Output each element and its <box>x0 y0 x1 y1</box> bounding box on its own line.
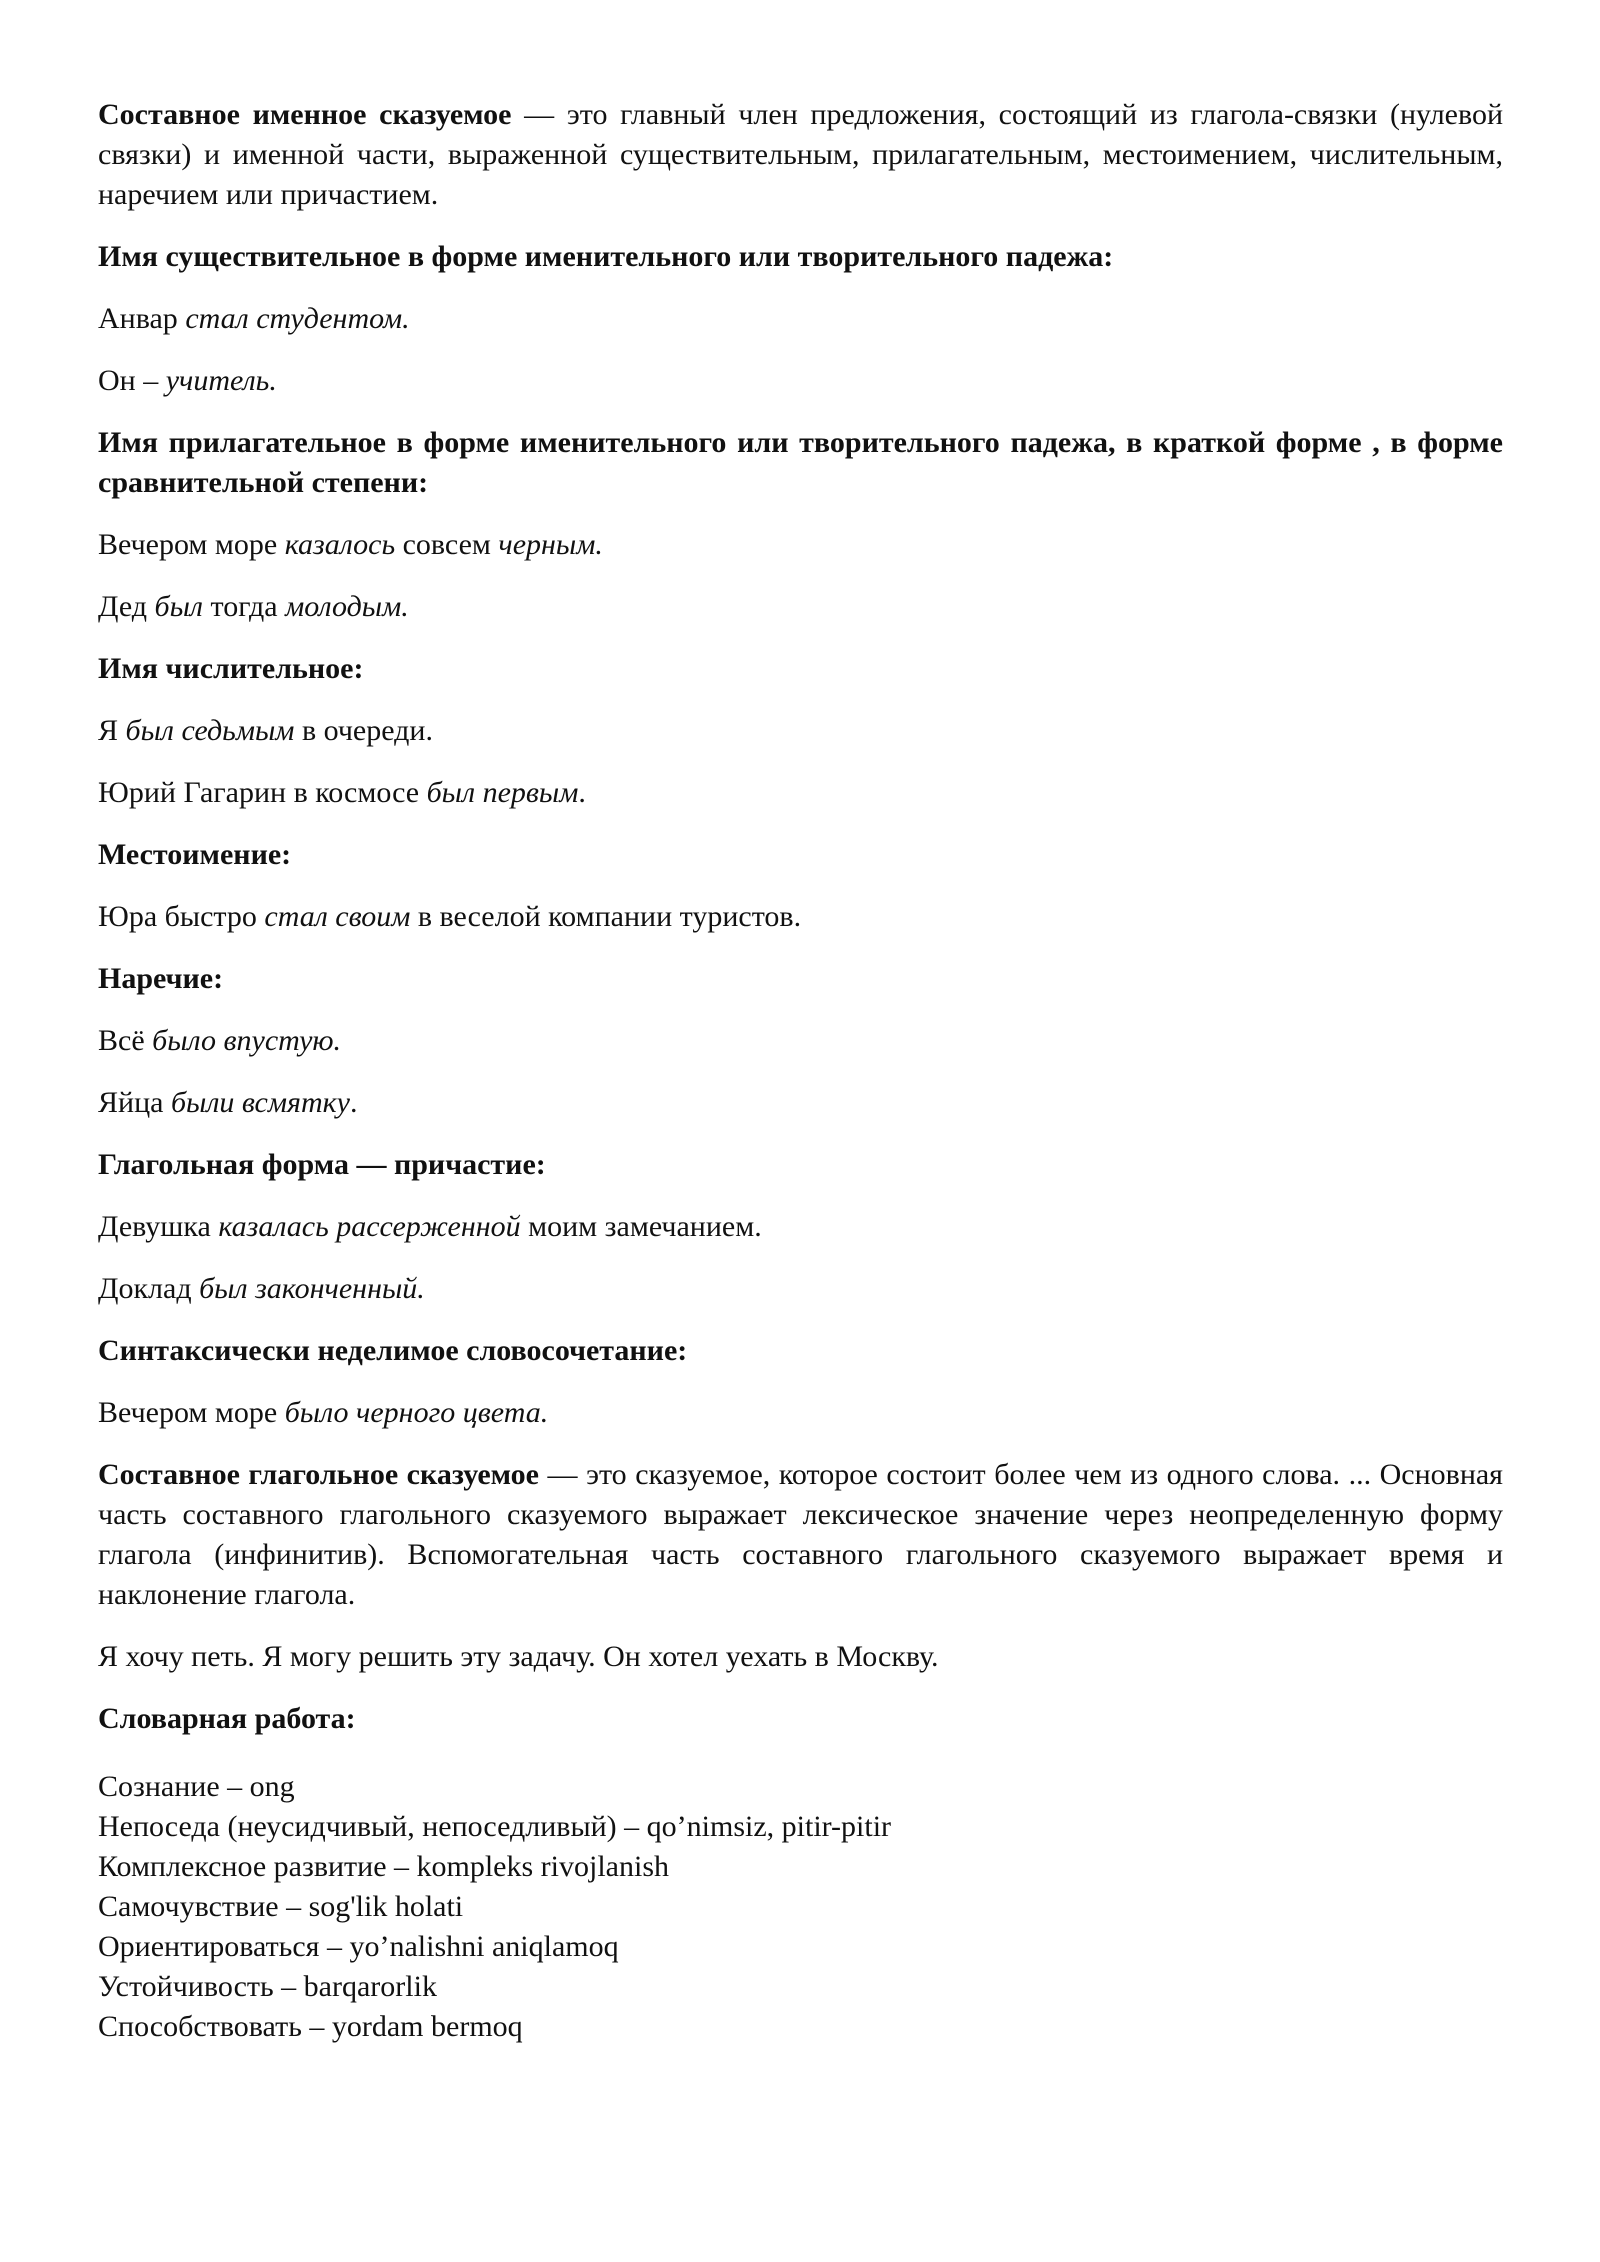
sentence-fragment: . <box>349 1086 358 1119</box>
sentence-fragment: Дед <box>98 590 155 623</box>
vocabulary-item: Ориентироваться – yo’nalishni aniqlamoq <box>98 1930 619 1963</box>
predicate-fragment: казалось <box>284 528 396 561</box>
sentence-fragment: Юрий Гагарин в космосе <box>98 776 427 809</box>
intro-text: — это главный член предложения, состоящий из глагола-связки (нулевой связки) и именной части, выраженной существительным, прилагательным, местоимением, числительным, наречием или причастием. <box>98 98 1504 211</box>
example-sentence <box>98 1207 1503 1247</box>
verbal-example: Я хочу петь. Я могу решить эту задачу. Он хотел уехать в Москву. <box>98 1640 939 1673</box>
example-sentence <box>98 1021 1503 1061</box>
example-sentence <box>98 587 1503 627</box>
vocabulary-item: Самочувствие – sog'lik holati <box>98 1890 464 1923</box>
section-heading: Синтаксически неделимое словосочетание: <box>98 1334 688 1367</box>
intro-paragraph <box>98 95 1503 215</box>
sentence-fragment: Всё <box>98 1024 153 1057</box>
example-sentence <box>98 1083 1503 1123</box>
example-sentence <box>98 897 1503 937</box>
example-sentence <box>98 1269 1503 1309</box>
sections-container <box>98 237 1503 1433</box>
predicate-fragment: было впустую. <box>152 1024 342 1057</box>
sentence-fragment: . <box>578 776 586 809</box>
document-page <box>98 95 1503 2047</box>
sentence-fragment: Анвар <box>98 302 186 335</box>
sentence-fragment: Я <box>98 714 126 747</box>
predicate-fragment: казалась рассерженной <box>218 1210 521 1243</box>
vocabulary-list <box>98 1767 1503 2047</box>
sentence-fragment: совсем <box>395 528 499 561</box>
sentence-fragment: в веселой компании туристов. <box>410 900 802 933</box>
example-sentence <box>98 1393 1503 1433</box>
sentence-fragment: Он – <box>98 364 166 397</box>
example-sentence <box>98 299 1503 339</box>
predicate-fragment: был <box>154 590 204 623</box>
sentence-fragment: Вечером море <box>98 1396 285 1429</box>
example-sentence <box>98 361 1503 401</box>
section-heading: Глагольная форма — причастие: <box>98 1148 546 1181</box>
vocabulary-item: Комплексное развитие – kompleks rivojlanish <box>98 1850 669 1883</box>
predicate-fragment: учитель. <box>165 364 277 397</box>
predicate-fragment: был седьмым <box>125 714 295 747</box>
predicate-fragment: был первым <box>426 776 579 809</box>
section-heading: Местоимение: <box>98 838 292 871</box>
predicate-fragment: стал своим <box>264 900 411 933</box>
verbal-term: Составное глагольное сказуемое <box>98 1458 539 1491</box>
sentence-fragment: Доклад <box>98 1272 200 1305</box>
section-heading: Имя существительное в форме именительного или творительного падежа: <box>98 240 1114 273</box>
predicate-fragment: молодым. <box>285 590 409 623</box>
sentence-fragment: в очереди. <box>294 714 433 747</box>
section-heading: Имя прилагательное в форме именительного или творительного падежа, в краткой форме , в форме сравнительной степени: <box>98 426 1503 499</box>
example-sentence <box>98 525 1503 565</box>
example-sentence <box>98 773 1503 813</box>
predicate-fragment: были всмятку <box>170 1086 350 1119</box>
predicate-fragment: было черного цвета. <box>284 1396 549 1429</box>
section-heading: Наречие: <box>98 962 224 995</box>
sentence-fragment: Вечером море <box>98 528 285 561</box>
section-heading: Имя числительное: <box>98 652 364 685</box>
sentence-fragment: моим замечанием. <box>520 1210 762 1243</box>
example-sentence <box>98 711 1503 751</box>
sentence-fragment: Юра быстро <box>98 900 265 933</box>
vocabulary-item: Способствовать – yordam bermoq <box>98 2010 523 2043</box>
predicate-fragment: черным. <box>498 528 603 561</box>
verbal-paragraph <box>98 1455 1503 1615</box>
sentence-fragment: Девушка <box>98 1210 219 1243</box>
sentence-fragment: тогда <box>203 590 286 623</box>
sentence-fragment: Яйца <box>98 1086 171 1119</box>
vocabulary-heading: Словарная работа: <box>98 1702 356 1735</box>
verbal-text: — это сказуемое, которое состоит более чем из одного слова. ... Основная часть составного глагольного сказуемого выражает лексическое значение через неопределенную форму глагола (инфинитив). Вспомогательная часть составного глагольного сказуемого выражает время и наклонение глагола. <box>98 1458 1503 1611</box>
vocabulary-item: Непоседа (неусидчивый, непоседливый) – qo’nimsiz, pitir-pitir <box>98 1810 892 1843</box>
predicate-fragment: стал студентом. <box>185 302 410 335</box>
predicate-fragment: был законченный. <box>199 1272 425 1305</box>
vocabulary-item: Устойчивость – barqarorlik <box>98 1970 437 2003</box>
intro-term: Составное именное сказуемое <box>98 98 512 131</box>
vocabulary-item: Сознание – ong <box>98 1770 295 1803</box>
